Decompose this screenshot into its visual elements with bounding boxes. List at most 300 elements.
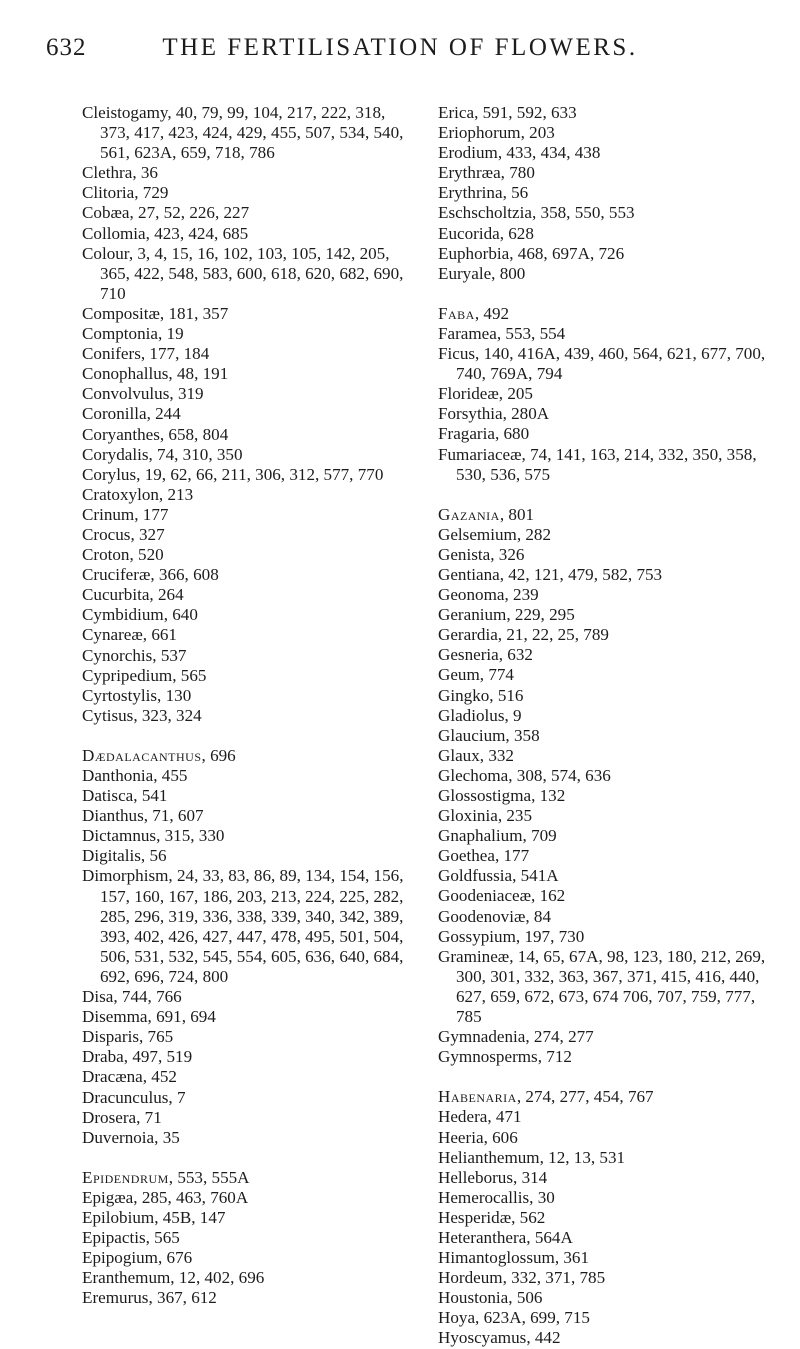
- entry-separator: ,: [159, 424, 169, 444]
- page-number: 632: [46, 34, 87, 61]
- entry-heading: Cynorchis: [82, 645, 153, 665]
- entry-separator: ,: [487, 1107, 496, 1127]
- index-entry: [82, 1188, 407, 1208]
- index-entry: [82, 786, 407, 806]
- entry-heading: Gazania: [438, 504, 500, 524]
- entry-separator: ,: [508, 765, 517, 785]
- entry-heading: Himantoglossum: [438, 1248, 555, 1268]
- entry-page-refs: 162: [539, 886, 566, 906]
- entry-heading: Genista: [438, 544, 491, 564]
- entry-separator: ,: [172, 665, 181, 685]
- entry-heading: Cleistogamy: [82, 103, 168, 122]
- entry-separator: ,: [168, 1087, 177, 1107]
- entry-separator: ,: [154, 1127, 163, 1147]
- entry-page-refs: 553, 555A: [177, 1167, 250, 1187]
- entry-heading: Dictamnus: [82, 826, 157, 846]
- entry-heading: Goodenoviæ: [438, 906, 526, 926]
- entry-heading: Cyrtostylis: [82, 685, 158, 705]
- entry-heading: Disparis: [82, 1027, 139, 1047]
- entry-heading: Collomia: [82, 223, 146, 243]
- entry-heading: Cypripedium: [82, 665, 173, 685]
- entry-separator: ,: [497, 625, 507, 645]
- entry-heading: Epipogium: [82, 1248, 158, 1268]
- index-entry: [82, 826, 407, 846]
- index-entry: [82, 103, 407, 163]
- index-entry: [438, 1208, 773, 1228]
- index-entry: [438, 766, 773, 786]
- index-entry: [82, 1208, 407, 1228]
- entry-page-refs: 45B, 147: [162, 1207, 226, 1227]
- entry-separator: ,: [123, 1047, 133, 1067]
- entry-heading: Cynareæ: [82, 625, 143, 645]
- entry-separator: ,: [491, 263, 500, 283]
- index-entry: [438, 1288, 773, 1308]
- entry-heading: Heeria: [438, 1127, 484, 1147]
- section-gap: [82, 726, 407, 746]
- entry-page-refs: 516: [497, 685, 524, 705]
- index-entry: [438, 565, 773, 585]
- entry-page-refs: 56: [511, 183, 529, 203]
- entry-page-refs: 235: [506, 806, 533, 826]
- entry-page-refs: 71, 607: [152, 806, 204, 826]
- entry-heading: Glossostigma: [438, 786, 532, 805]
- entry-heading: Erodium: [438, 143, 498, 163]
- entry-page-refs: 565: [180, 665, 207, 685]
- entry-page-refs: 452: [151, 1067, 177, 1087]
- index-entry: [82, 987, 407, 1007]
- index-entry: [438, 645, 773, 665]
- entry-separator: ,: [134, 183, 143, 203]
- entry-heading: Gladiolus: [438, 705, 505, 725]
- entry-page-refs: 800: [499, 263, 526, 283]
- entry-separator: ,: [152, 645, 161, 665]
- entry-heading: Coronilla: [82, 404, 147, 424]
- entry-heading: Helleborus: [438, 1167, 514, 1187]
- entry-page-refs: 35: [162, 1127, 180, 1147]
- entry-page-refs: 213: [167, 484, 194, 504]
- entry-heading: Gesneria: [438, 645, 499, 665]
- entry-heading: Florideæ: [438, 384, 499, 404]
- entry-separator: ,: [148, 444, 158, 464]
- entry-separator: ,: [525, 1027, 534, 1047]
- index-entry: [82, 525, 407, 545]
- entry-separator: ,: [509, 946, 518, 966]
- entry-separator: ,: [494, 424, 504, 444]
- entry-heading: Eranthemum: [82, 1268, 171, 1288]
- index-entry: [438, 866, 773, 886]
- entry-page-refs: 729: [142, 183, 169, 203]
- index-entry: [82, 445, 407, 465]
- index-entry: [82, 425, 407, 445]
- entry-separator: ,: [479, 665, 489, 685]
- entry-heading: Epilobium: [82, 1207, 155, 1227]
- index-entry: [82, 1088, 407, 1108]
- entry-page-refs: 562: [519, 1207, 546, 1227]
- entry-heading: Faramea: [438, 323, 497, 343]
- index-entry: [438, 324, 773, 344]
- entry-heading: Drosera: [82, 1107, 137, 1127]
- entry-separator: ,: [497, 806, 507, 826]
- entry-page-refs: 30: [537, 1187, 555, 1207]
- entry-heading: Gelsemium: [438, 524, 517, 544]
- index-entry: [438, 1248, 773, 1268]
- index-entry: [82, 746, 407, 766]
- entry-separator: ,: [490, 544, 499, 564]
- entry-heading: Draba: [82, 1047, 124, 1067]
- entry-page-refs: 632: [507, 645, 533, 665]
- entry-separator: ,: [157, 685, 166, 705]
- entry-separator: ,: [499, 223, 509, 243]
- index-entry: [438, 1047, 773, 1067]
- entry-heading: Cytisus: [82, 705, 134, 725]
- entry-separator: ,: [494, 846, 504, 866]
- entry-heading: Gentiana: [438, 564, 500, 584]
- index-entry: [438, 545, 773, 565]
- index-entry: [438, 1128, 773, 1148]
- entry-page-refs: 74, 310, 350: [157, 444, 243, 464]
- entry-separator: ,: [475, 1308, 484, 1328]
- index-entry: [438, 1188, 773, 1208]
- entry-separator: ,: [509, 243, 518, 263]
- entry-page-refs: 366, 608: [158, 565, 219, 585]
- index-entry: [438, 605, 773, 625]
- entry-page-refs: 132: [539, 786, 566, 805]
- index-entry: [82, 1067, 407, 1087]
- index-entry: [438, 445, 773, 485]
- entry-page-refs: 327: [138, 524, 165, 544]
- entry-page-refs: 84: [533, 906, 552, 926]
- index-entry: [438, 665, 773, 685]
- entry-page-refs: 520: [138, 545, 164, 565]
- entry-page-refs: 282: [525, 524, 551, 544]
- entry-page-refs: 140, 416A, 439, 460, 564, 621, 677, 700, 740, 769A, 794: [456, 344, 766, 384]
- index-entry: [82, 1007, 407, 1027]
- index-entry: [82, 324, 407, 344]
- entry-separator: ,: [129, 545, 139, 565]
- entry-separator: ,: [154, 1207, 163, 1227]
- index-entry: [82, 1268, 407, 1288]
- index-entry: [438, 886, 773, 906]
- entry-separator: ,: [474, 103, 483, 122]
- entry-page-refs: 3, 4, 15, 16, 102, 103, 105, 142, 205, 365, 422, 548, 583, 600, 618, 620, 682, 690, 710: [100, 243, 404, 303]
- entry-separator: ,: [170, 1268, 179, 1288]
- entry-page-refs: 680: [503, 424, 530, 444]
- index-entry: [82, 304, 407, 324]
- entry-page-refs: 553, 554: [505, 323, 566, 343]
- entry-heading: Hedera: [438, 1107, 488, 1127]
- entry-page-refs: 537: [160, 645, 187, 665]
- entry-separator: ,: [168, 364, 177, 384]
- entry-heading: Gymnosperms: [438, 1047, 538, 1067]
- entry-separator: ,: [150, 565, 159, 585]
- entry-separator: ,: [136, 464, 145, 484]
- entry-heading: Cratoxylon: [82, 484, 159, 504]
- entry-page-refs: 177, 184: [149, 344, 210, 364]
- entry-heading: Eschscholtzia: [438, 203, 532, 223]
- index-entry: [438, 585, 773, 605]
- index-entry: [438, 786, 773, 806]
- entry-heading: Convolvulus: [82, 384, 170, 404]
- entry-separator: ,: [113, 987, 122, 1007]
- index-entry: [438, 525, 773, 545]
- entry-page-refs: 12, 402, 696: [178, 1268, 265, 1288]
- entry-page-refs: 9: [513, 705, 522, 725]
- entry-page-refs: 40, 79, 99, 104, 217, 222, 318, 373, 417, 423, 424, 429, 455, 507, 534, 540, 561, 623A, 659, 718, 786: [100, 103, 404, 163]
- entry-page-refs: 774: [488, 665, 514, 685]
- entry-separator: ,: [513, 1167, 522, 1187]
- entry-separator: ,: [479, 745, 489, 765]
- entry-page-refs: 56: [149, 846, 167, 866]
- entry-separator: ,: [498, 645, 508, 665]
- index-entry: [82, 404, 407, 424]
- entry-page-refs: 274, 277, 454, 767: [525, 1087, 654, 1107]
- index-entry: [82, 625, 407, 645]
- index-entry: [82, 1027, 407, 1047]
- entry-page-refs: 565: [154, 1228, 180, 1248]
- entry-separator: ,: [511, 1207, 520, 1227]
- entry-page-refs: 229, 295: [514, 605, 575, 625]
- entry-separator: ,: [136, 1107, 145, 1127]
- index-entry: [438, 384, 773, 404]
- entry-separator: ,: [168, 866, 177, 886]
- index-entry: [82, 1108, 407, 1128]
- entry-separator: ,: [145, 1228, 155, 1248]
- entry-separator: ,: [474, 303, 484, 323]
- entry-page-refs: 780: [509, 163, 535, 183]
- entry-separator: ,: [133, 786, 142, 806]
- entry-heading: Glaux: [438, 745, 480, 765]
- entry-heading: Habenaria: [438, 1087, 517, 1107]
- entry-page-refs: 591, 592, 633: [482, 103, 577, 122]
- entry-page-refs: 423, 424, 685: [154, 223, 249, 243]
- entry-heading: Digitalis: [82, 846, 141, 866]
- entry-page-refs: 661: [151, 625, 177, 645]
- index-entry: [438, 224, 773, 244]
- entry-separator: ,: [496, 323, 506, 343]
- entry-heading: Houstonia: [438, 1288, 509, 1308]
- index-entry: [438, 1228, 773, 1248]
- entry-separator: ,: [508, 1288, 517, 1308]
- entry-page-refs: 24, 33, 83, 86, 89, 134, 154, 156, 157, 160, 167, 186, 203, 213, 224, 225, 282, 285, 296, 319, 336, 338, 339, 340, 342, 389, 393, 402, 426, 427, 447, 478, 495, 501, 504, 506, 531, 532, 545, 554, 605, 636, 640, 684, 692, 696, 724, 800: [100, 866, 404, 986]
- entry-separator: ,: [531, 203, 541, 223]
- index-entry: [438, 927, 773, 947]
- index-entry: [438, 686, 773, 706]
- entry-page-refs: 42, 121, 479, 582, 753: [508, 564, 663, 584]
- section-gap: [438, 1067, 773, 1087]
- index-entry: [438, 625, 773, 645]
- entry-separator: ,: [157, 324, 167, 344]
- index-entry: [82, 686, 407, 706]
- index-entry: [82, 706, 407, 726]
- index-column-left: [82, 103, 407, 1308]
- entry-page-refs: 433, 434, 438: [506, 143, 601, 163]
- entry-heading: Gossypium: [438, 926, 516, 946]
- entry-heading: Datisca: [82, 786, 134, 806]
- entry-separator: ,: [537, 1047, 547, 1067]
- index-entry: [82, 646, 407, 666]
- entry-separator: ,: [133, 1187, 142, 1207]
- entry-heading: Faba: [438, 303, 475, 323]
- entry-page-refs: 308, 574, 636: [516, 765, 611, 785]
- entry-heading: Clethra: [82, 163, 133, 183]
- entry-heading: Helianthemum: [438, 1147, 540, 1167]
- entry-heading: Hyoscyamus: [438, 1328, 527, 1348]
- entry-separator: ,: [506, 605, 515, 625]
- entry-page-refs: 36: [140, 163, 158, 183]
- index-entry: [438, 304, 773, 324]
- index-entry: [82, 1128, 407, 1148]
- entry-separator: ,: [132, 163, 141, 183]
- entry-heading: Hoya: [438, 1308, 476, 1328]
- index-entry: [438, 203, 773, 223]
- index-entry: [438, 404, 773, 424]
- entry-page-refs: 361: [563, 1248, 589, 1268]
- entry-heading: Cobæa: [82, 203, 130, 223]
- entry-heading: Heteranthera: [438, 1227, 527, 1247]
- index-entry: [438, 1268, 773, 1288]
- entry-heading: Erythræa: [438, 163, 501, 183]
- entry-page-refs: 765: [147, 1027, 174, 1047]
- entry-heading: Dracæna: [82, 1067, 143, 1087]
- entry-separator: ,: [500, 163, 510, 183]
- entry-page-refs: 14, 65, 67A, 98, 123, 180, 212, 269, 300, 301, 332, 363, 367, 371, 415, 416, 440, 627, 659, 672, 673, 674 706, 707, 759, 777, 785: [456, 946, 766, 1027]
- index-entry: [82, 244, 407, 304]
- entry-heading: Cruciferæ: [82, 565, 151, 585]
- entry-page-refs: 332: [488, 745, 514, 765]
- entry-page-refs: 315, 330: [164, 826, 225, 846]
- entry-page-refs: 801: [508, 504, 535, 524]
- index-entry: [438, 726, 773, 746]
- index-entry: [82, 163, 407, 183]
- entry-page-refs: 130: [165, 685, 192, 705]
- entry-separator: ,: [516, 1087, 526, 1107]
- entry-separator: ,: [140, 344, 150, 364]
- entry-heading: Disa: [82, 987, 114, 1007]
- entry-separator: ,: [525, 906, 534, 926]
- index-entry: [438, 907, 773, 927]
- index-entry: [82, 384, 407, 404]
- entry-page-refs: 48, 191: [176, 364, 229, 384]
- entry-page-refs: 21, 22, 25, 789: [506, 625, 609, 645]
- entry-heading: Goodeniaceæ: [438, 886, 532, 906]
- index-entry: [82, 766, 407, 786]
- entry-heading: Eriophorum: [438, 123, 521, 143]
- entry-heading: Erica: [438, 103, 475, 122]
- entry-heading: Cymbidium: [82, 605, 164, 625]
- index-entry: [82, 585, 407, 605]
- entry-page-refs: 274, 277: [533, 1027, 594, 1047]
- index-entry: [82, 846, 407, 866]
- index-entry: [82, 806, 407, 826]
- entry-separator: ,: [483, 1127, 493, 1147]
- index-entry: [438, 826, 773, 846]
- entry-separator: ,: [554, 1248, 564, 1268]
- entry-separator: ,: [168, 1167, 178, 1187]
- entry-separator: ,: [133, 705, 142, 725]
- index-entry: [438, 344, 773, 384]
- entry-separator: ,: [515, 926, 525, 946]
- index-entry: [438, 244, 773, 264]
- entry-heading: Gloxinia: [438, 806, 498, 826]
- entry-page-refs: 319: [177, 384, 204, 404]
- index-entry: [82, 666, 407, 686]
- entry-separator: ,: [140, 846, 150, 866]
- index-entry: [82, 465, 407, 485]
- entry-page-refs: 244: [155, 404, 181, 424]
- entry-separator: ,: [128, 243, 138, 263]
- entry-page-refs: 264: [157, 585, 184, 605]
- entry-heading: Gymnadenia: [438, 1027, 526, 1047]
- index-entry: [438, 706, 773, 726]
- index-entry: [82, 1288, 407, 1308]
- entry-separator: ,: [502, 183, 512, 203]
- entry-page-refs: 239: [513, 585, 539, 605]
- index-entry: [82, 485, 407, 505]
- index-entry: [438, 746, 773, 766]
- section-gap: [438, 284, 773, 304]
- entry-separator: ,: [526, 1328, 535, 1348]
- index-entry: [438, 947, 773, 1027]
- entry-page-refs: 564A: [534, 1227, 573, 1247]
- index-entry: [82, 1228, 407, 1248]
- entry-heading: Danthonia: [82, 766, 154, 785]
- entry-separator: ,: [130, 524, 139, 544]
- entry-separator: ,: [499, 504, 509, 524]
- entry-heading: Dimorphism: [82, 866, 169, 886]
- entry-separator: ,: [504, 585, 514, 605]
- entry-heading: Ficus: [438, 344, 476, 364]
- section-gap: [438, 485, 773, 505]
- entry-separator: ,: [502, 1268, 512, 1288]
- entry-page-refs: 71: [144, 1107, 162, 1127]
- entry-page-refs: 640: [172, 605, 198, 625]
- entry-heading: Euryale: [438, 263, 492, 283]
- entry-heading: Comptonia: [82, 324, 158, 344]
- entry-heading: Croton: [82, 545, 130, 565]
- entry-page-refs: 19, 62, 66, 211, 306, 312, 577, 770: [144, 464, 384, 484]
- entry-page-refs: 203: [529, 123, 555, 143]
- entry-heading: Disemma: [82, 1007, 148, 1027]
- index-entry: [438, 163, 773, 183]
- entry-heading: Coryanthes: [82, 424, 160, 444]
- entry-separator: ,: [522, 826, 532, 846]
- entry-page-refs: 367, 612: [157, 1288, 217, 1308]
- entry-separator: ,: [489, 685, 498, 705]
- entry-page-refs: 691, 694: [156, 1007, 216, 1027]
- entry-separator: ,: [498, 384, 508, 404]
- index-entry: [438, 183, 773, 203]
- index-entry: [82, 364, 407, 384]
- entry-heading: Crocus: [82, 524, 131, 544]
- entry-separator: ,: [516, 524, 526, 544]
- entry-separator: ,: [520, 123, 530, 143]
- entry-separator: ,: [146, 404, 156, 424]
- entry-heading: Fumariaceæ: [438, 444, 522, 464]
- entry-page-refs: 323, 324: [141, 705, 202, 725]
- entry-separator: ,: [159, 303, 169, 323]
- entry-heading: Euphorbia: [438, 243, 510, 263]
- entry-page-refs: 181, 357: [168, 303, 229, 323]
- entry-separator: ,: [163, 605, 173, 625]
- entry-separator: ,: [134, 504, 143, 524]
- entry-heading: Clitoria: [82, 183, 135, 203]
- entry-separator: ,: [502, 404, 512, 424]
- index-entry: [438, 424, 773, 444]
- entry-page-refs: 676: [166, 1248, 193, 1268]
- entry-heading: Epipactis: [82, 1228, 146, 1248]
- page-header: [0, 34, 800, 74]
- entry-page-refs: 177: [142, 504, 169, 524]
